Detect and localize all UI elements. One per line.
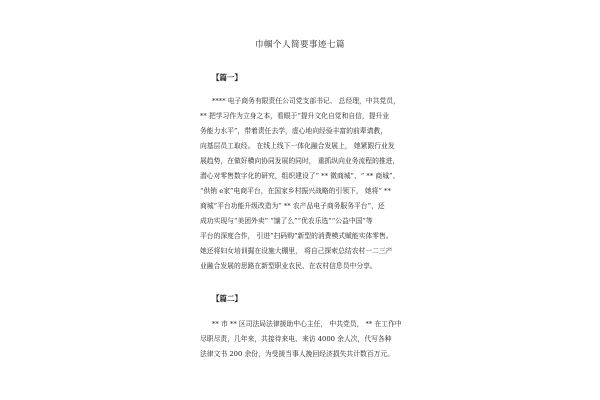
paragraph-line: 潜心对零售数字化的研究，组织建设了“ ** 微商城”、“ ** 商城”、 [200,172,400,180]
paragraph-line: 法律文书 200 余份，为受援当事人挽回经济损失共计数百万元。 [200,350,395,358]
paragraph-line: 商城”平台功能升级改造为“ ** 农产品电子商务服务平台”，还 [200,202,385,210]
paragraph-line: ** 市 ** 区司法局法律援助中心主任， 中共党员， ** 在工作中 [212,320,402,328]
paragraph-line: 成功实现与“美团外卖” “馕了么”“优农乐选”“公益中国”等 [200,217,373,225]
paragraph-line: “供销 e家”电商平台，在国家乡村振兴战略的引领下， 她将“ ** [200,187,391,195]
paragraph-line: 务能力水平”，带着责任去学，虚心地向经验丰富的前辈请教， [200,127,387,135]
paragraph-line: 向基层员工取经。 在线上线下一体化融合发展上， 她紧跟行业发 [200,142,395,150]
section-heading-1: 【篇一】 [212,73,242,82]
paragraph-line: ** 把学习作为立身之本，看眼于“提升文化自觉和自信，提升业 [200,112,390,120]
paragraph-line: **** 电子商务有限责任公司党支部书记、 总经理，中共党员， [212,97,400,105]
paragraph-line: 业融合发展的思路在新型职业农民、在农村信息员中分享。 [200,262,377,270]
paragraph-line: 平台的深度合作， 引进“扫码购”新型的消费模式赋能实体零售。 [200,232,393,240]
document-title: 巾帼个人简要事迹七篇 [254,40,345,50]
paragraph-line: 展趋势，在做好横向协同发展的同时， 重抓纵向业务流程的推进， [200,157,400,165]
paragraph-line: 尽职尽责，几年来，共接待来电、来访 4000 余人次，代写各种 [200,335,392,343]
paragraph-line: 她还将妇女培训掘在设施大棚里， 将自己探索总结农村一二三产 [200,247,393,255]
section-heading-2: 【篇二】 [212,294,242,303]
